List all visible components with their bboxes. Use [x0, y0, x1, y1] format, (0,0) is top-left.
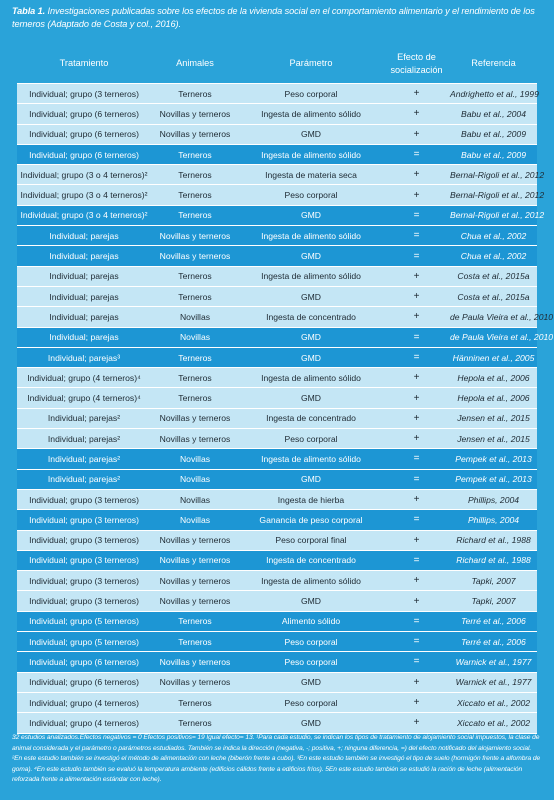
cell-referencia: Chua et al., 2002 — [450, 246, 537, 266]
table-row — [17, 550, 537, 570]
cell-efecto: = — [383, 144, 450, 164]
cell-animales: Terneros — [151, 266, 239, 286]
cell-tratamiento: Individual; grupo (3 o 4 terneros)² — [17, 185, 151, 205]
cell-animales: Novillas y terneros — [151, 591, 239, 611]
cell-referencia: Bernal-Rigoli et al., 2012 — [450, 165, 537, 185]
cell-efecto: = — [383, 449, 450, 469]
table-row — [17, 713, 537, 733]
cell-efecto: = — [383, 611, 450, 631]
cell-tratamiento: Individual; grupo (4 terneros) — [17, 713, 151, 733]
table-row — [17, 611, 537, 631]
table-row — [17, 205, 537, 225]
cell-referencia: Tapki, 2007 — [450, 591, 537, 611]
header-row — [17, 44, 537, 84]
cell-referencia: Babu et al., 2009 — [450, 144, 537, 164]
cell-efecto: + — [383, 489, 450, 509]
cell-parametro: Ingesta de materia seca — [239, 165, 383, 185]
cell-efecto: = — [383, 347, 450, 367]
cell-parametro: GMD — [239, 246, 383, 266]
table-row — [17, 692, 537, 712]
cell-animales: Terneros — [151, 286, 239, 306]
cell-efecto: + — [383, 266, 450, 286]
table-row — [17, 652, 537, 672]
cell-parametro: Alimento sólido — [239, 611, 383, 631]
cell-efecto: + — [383, 388, 450, 408]
cell-parametro: Ganancia de peso corporal — [239, 510, 383, 530]
cell-referencia: Hepola et al., 2006 — [450, 388, 537, 408]
table-row — [17, 144, 537, 164]
cell-animales: Novillas y terneros — [151, 672, 239, 692]
cell-animales: Novillas — [151, 510, 239, 530]
footnote-line-1: 32 estudios analizados.Efectos negativos = 0 Efectos positivos= 19 Igual efecto= 13. ¹Para cada estudio, se indican los tipos de tratamiento de alojamiento social impuestos, la clase de animal considerada y el parámetro o parámetros estudiados. También se indica la dirección (negativa, -; positiva, +; ninguna diferencia, =) del efecto notificado del alojamiento social. — [12, 734, 540, 752]
cell-referencia: Phillips, 2004 — [450, 510, 537, 530]
cell-animales: Novillas — [151, 469, 239, 489]
cell-parametro: Ingesta de hierba — [239, 489, 383, 509]
cell-tratamiento: Individual; grupo (6 terneros) — [17, 124, 151, 144]
table-footnote — [12, 733, 542, 786]
cell-animales: Novillas y terneros — [151, 652, 239, 672]
cell-efecto: + — [383, 530, 450, 550]
cell-animales: Novillas — [151, 307, 239, 327]
cell-parametro: Ingesta de alimento sólido — [239, 571, 383, 591]
cell-tratamiento: Individual; parejas — [17, 266, 151, 286]
cell-parametro: GMD — [239, 327, 383, 347]
cell-efecto: + — [383, 429, 450, 449]
cell-tratamiento: Individual; parejas — [17, 327, 151, 347]
cell-efecto: + — [383, 286, 450, 306]
cell-parametro: Peso corporal — [239, 632, 383, 652]
cell-animales: Terneros — [151, 84, 239, 104]
header-efecto: Efecto de socialización — [383, 44, 450, 84]
caption-title: Tabla 1. — [12, 6, 46, 16]
cell-tratamiento: Individual; grupo (3 terneros) — [17, 489, 151, 509]
cell-tratamiento: Individual; parejas² — [17, 469, 151, 489]
cell-referencia: Jensen et al., 2015 — [450, 429, 537, 449]
table-row — [17, 185, 537, 205]
table-row — [17, 489, 537, 509]
cell-tratamiento: Individual; parejas² — [17, 408, 151, 428]
cell-animales: Novillas y terneros — [151, 246, 239, 266]
cell-animales: Terneros — [151, 347, 239, 367]
table-body — [17, 84, 554, 734]
cell-efecto: + — [383, 104, 450, 124]
table-row — [17, 307, 537, 327]
cell-efecto: = — [383, 469, 450, 489]
cell-animales: Terneros — [151, 205, 239, 225]
cell-referencia: Phillips, 2004 — [450, 489, 537, 509]
cell-parametro: GMD — [239, 591, 383, 611]
cell-parametro: Ingesta de alimento sólido — [239, 449, 383, 469]
footnote-line-2: ²En este estudio también se investigó el método de alimentación con leche (biberón frente a cubo). ³En este estudio también se investigó el tipo de suelo (hormigón frente a alfombra de goma). ⁴En este estudio también se evaluó la temperatura ambiente (edificios cálidos frente a edificios fríos). 5En este estudio también se estudió la ración de leche (alimentación reforzada frente a alimentación estándar con leche). — [12, 755, 541, 784]
cell-referencia: Jensen et al., 2015 — [450, 408, 537, 428]
cell-tratamiento: Individual; grupo (5 terneros) — [17, 611, 151, 631]
cell-animales: Terneros — [151, 368, 239, 388]
table-row — [17, 388, 537, 408]
cell-referencia: Tapki, 2007 — [450, 571, 537, 591]
table-row — [17, 226, 537, 246]
cell-parametro: Ingesta de concentrado — [239, 408, 383, 428]
cell-referencia: Terré et al., 2006 — [450, 611, 537, 631]
cell-tratamiento: Individual; grupo (3 terneros) — [17, 530, 151, 550]
cell-parametro: Ingesta de alimento sólido — [239, 104, 383, 124]
cell-efecto: + — [383, 185, 450, 205]
table-row — [17, 510, 537, 530]
table-caption — [12, 5, 540, 31]
table-row — [17, 408, 537, 428]
header-tratamiento: Tratamiento — [17, 44, 151, 84]
cell-tratamiento: Individual; grupo (3 terneros) — [17, 571, 151, 591]
cell-parametro: Peso corporal — [239, 652, 383, 672]
cell-tratamiento: Individual; grupo (3 o 4 terneros)² — [17, 205, 151, 225]
cell-referencia: Bernal-Rigoli et al., 2012 — [450, 205, 537, 225]
cell-referencia: Richard et al., 1988 — [450, 530, 537, 550]
cell-efecto: = — [383, 632, 450, 652]
table-row — [17, 266, 537, 286]
cell-animales: Novillas y terneros — [151, 408, 239, 428]
cell-tratamiento: Individual; grupo (3 terneros) — [17, 550, 151, 570]
cell-animales: Novillas y terneros — [151, 550, 239, 570]
cell-referencia: Xiccato et al., 2002 — [450, 713, 537, 733]
cell-parametro: Ingesta de concentrado — [239, 307, 383, 327]
cell-parametro: Ingesta de alimento sólido — [239, 266, 383, 286]
cell-tratamiento: Individual; grupo (6 terneros) — [17, 652, 151, 672]
cell-efecto: + — [383, 692, 450, 712]
cell-tratamiento: Individual; grupo (6 terneros) — [17, 144, 151, 164]
cell-animales: Terneros — [151, 185, 239, 205]
table-row — [17, 104, 537, 124]
cell-tratamiento: Individual; grupo (4 terneros) — [17, 692, 151, 712]
cell-tratamiento: Individual; parejas² — [17, 449, 151, 469]
cell-animales: Terneros — [151, 632, 239, 652]
cell-animales: Novillas — [151, 327, 239, 347]
cell-parametro: Peso corporal — [239, 185, 383, 205]
cell-animales: Terneros — [151, 165, 239, 185]
cell-animales: Novillas y terneros — [151, 571, 239, 591]
cell-parametro: Ingesta de concentrado — [239, 550, 383, 570]
cell-tratamiento: Individual; grupo (3 terneros) — [17, 84, 151, 104]
cell-animales: Novillas — [151, 449, 239, 469]
cell-referencia: Pempek et al., 2013 — [450, 469, 537, 489]
table-row — [17, 327, 537, 347]
header-animales: Animales — [151, 44, 239, 84]
cell-parametro: GMD — [239, 713, 383, 733]
cell-animales: Novillas y terneros — [151, 226, 239, 246]
cell-referencia: Hänninen et al., 2005 — [450, 347, 537, 367]
cell-referencia: Hepola et al., 2006 — [450, 368, 537, 388]
cell-efecto: = — [383, 550, 450, 570]
cell-efecto: + — [383, 124, 450, 144]
cell-animales: Terneros — [151, 611, 239, 631]
cell-efecto: + — [383, 713, 450, 733]
table-row — [17, 347, 537, 367]
cell-animales: Terneros — [151, 388, 239, 408]
cell-efecto: + — [383, 368, 450, 388]
cell-parametro: GMD — [239, 205, 383, 225]
cell-animales: Terneros — [151, 713, 239, 733]
studies-table — [17, 44, 554, 734]
cell-referencia: Warnick et al., 1977 — [450, 672, 537, 692]
cell-referencia: Xiccato et al., 2002 — [450, 692, 537, 712]
cell-animales: Novillas — [151, 489, 239, 509]
cell-referencia: Pempek et al., 2013 — [450, 449, 537, 469]
table-row — [17, 286, 537, 306]
cell-efecto: + — [383, 672, 450, 692]
cell-tratamiento: Individual; parejas — [17, 226, 151, 246]
cell-efecto: = — [383, 226, 450, 246]
cell-efecto: + — [383, 571, 450, 591]
cell-referencia: Warnick et al., 1977 — [450, 652, 537, 672]
cell-efecto: + — [383, 307, 450, 327]
table-row — [17, 571, 537, 591]
cell-efecto: + — [383, 165, 450, 185]
cell-efecto: = — [383, 510, 450, 530]
table-row — [17, 165, 537, 185]
cell-parametro: GMD — [239, 347, 383, 367]
cell-tratamiento: Individual; grupo (3 o 4 terneros)² — [17, 165, 151, 185]
cell-parametro: Peso corporal — [239, 692, 383, 712]
cell-parametro: Ingesta de alimento sólido — [239, 368, 383, 388]
cell-parametro: GMD — [239, 286, 383, 306]
table-row — [17, 84, 537, 104]
cell-tratamiento: Individual; grupo (5 terneros) — [17, 632, 151, 652]
cell-efecto: = — [383, 205, 450, 225]
table-row — [17, 368, 537, 388]
cell-referencia: Babu et al., 2004 — [450, 104, 537, 124]
cell-referencia: Andrighetto et al., 1999 — [450, 84, 537, 104]
table-row — [17, 429, 537, 449]
cell-tratamiento: Individual; grupo (3 terneros) — [17, 591, 151, 611]
cell-tratamiento: Individual; parejas³ — [17, 347, 151, 367]
table-row — [17, 632, 537, 652]
cell-tratamiento: Individual; grupo (4 terneros)⁴ — [17, 388, 151, 408]
cell-referencia: de Paula Vieira et al., 2010 — [450, 307, 537, 327]
cell-parametro: Ingesta de alimento sólido — [239, 226, 383, 246]
cell-tratamiento: Individual; parejas — [17, 246, 151, 266]
table-row — [17, 672, 537, 692]
table-row — [17, 246, 537, 266]
cell-referencia: Babu et al., 2009 — [450, 124, 537, 144]
cell-parametro: GMD — [239, 388, 383, 408]
cell-referencia: Chua et al., 2002 — [450, 226, 537, 246]
cell-animales: Novillas y terneros — [151, 104, 239, 124]
cell-animales: Novillas y terneros — [151, 124, 239, 144]
cell-tratamiento: Individual; parejas — [17, 286, 151, 306]
cell-animales: Terneros — [151, 144, 239, 164]
header-referencia: Referencia — [450, 44, 537, 84]
cell-parametro: Peso corporal — [239, 84, 383, 104]
table-row — [17, 449, 537, 469]
cell-tratamiento: Individual; parejas — [17, 307, 151, 327]
cell-efecto: + — [383, 408, 450, 428]
cell-referencia: Costa et al., 2015a — [450, 286, 537, 306]
cell-referencia: Bernal-Rigoli et al., 2012 — [450, 185, 537, 205]
cell-parametro: GMD — [239, 124, 383, 144]
cell-animales: Terneros — [151, 692, 239, 712]
cell-referencia: Costa et al., 2015a — [450, 266, 537, 286]
cell-parametro: Ingesta de alimento sólido — [239, 144, 383, 164]
table-row — [17, 530, 537, 550]
cell-parametro: GMD — [239, 469, 383, 489]
cell-parametro: Peso corporal — [239, 429, 383, 449]
cell-animales: Novillas y terneros — [151, 429, 239, 449]
caption-text: Investigaciones publicadas sobre los efectos de la vivienda social en el comportamiento alimentario y el rendimiento de los terneros (Adaptado de Costa y col., 2016). — [12, 6, 535, 29]
cell-efecto: = — [383, 327, 450, 347]
cell-parametro: GMD — [239, 672, 383, 692]
table-row — [17, 591, 537, 611]
cell-efecto: = — [383, 652, 450, 672]
cell-efecto: + — [383, 591, 450, 611]
cell-tratamiento: Individual; grupo (6 terneros) — [17, 672, 151, 692]
header-parametro: Parámetro — [239, 44, 383, 84]
table-row — [17, 469, 537, 489]
cell-animales: Novillas y terneros — [151, 530, 239, 550]
cell-referencia: Terré et al., 2006 — [450, 632, 537, 652]
table-row — [17, 124, 537, 144]
cell-referencia: Richard et al., 1988 — [450, 550, 537, 570]
cell-parametro: Peso corporal final — [239, 530, 383, 550]
cell-tratamiento: Individual; grupo (6 terneros) — [17, 104, 151, 124]
cell-efecto: = — [383, 246, 450, 266]
cell-tratamiento: Individual; parejas² — [17, 429, 151, 449]
cell-referencia: de Paula Vieira et al., 2010 — [450, 327, 537, 347]
cell-efecto: + — [383, 84, 450, 104]
cell-tratamiento: Individual; grupo (3 terneros) — [17, 510, 151, 530]
cell-tratamiento: Individual; grupo (4 terneros)⁴ — [17, 368, 151, 388]
